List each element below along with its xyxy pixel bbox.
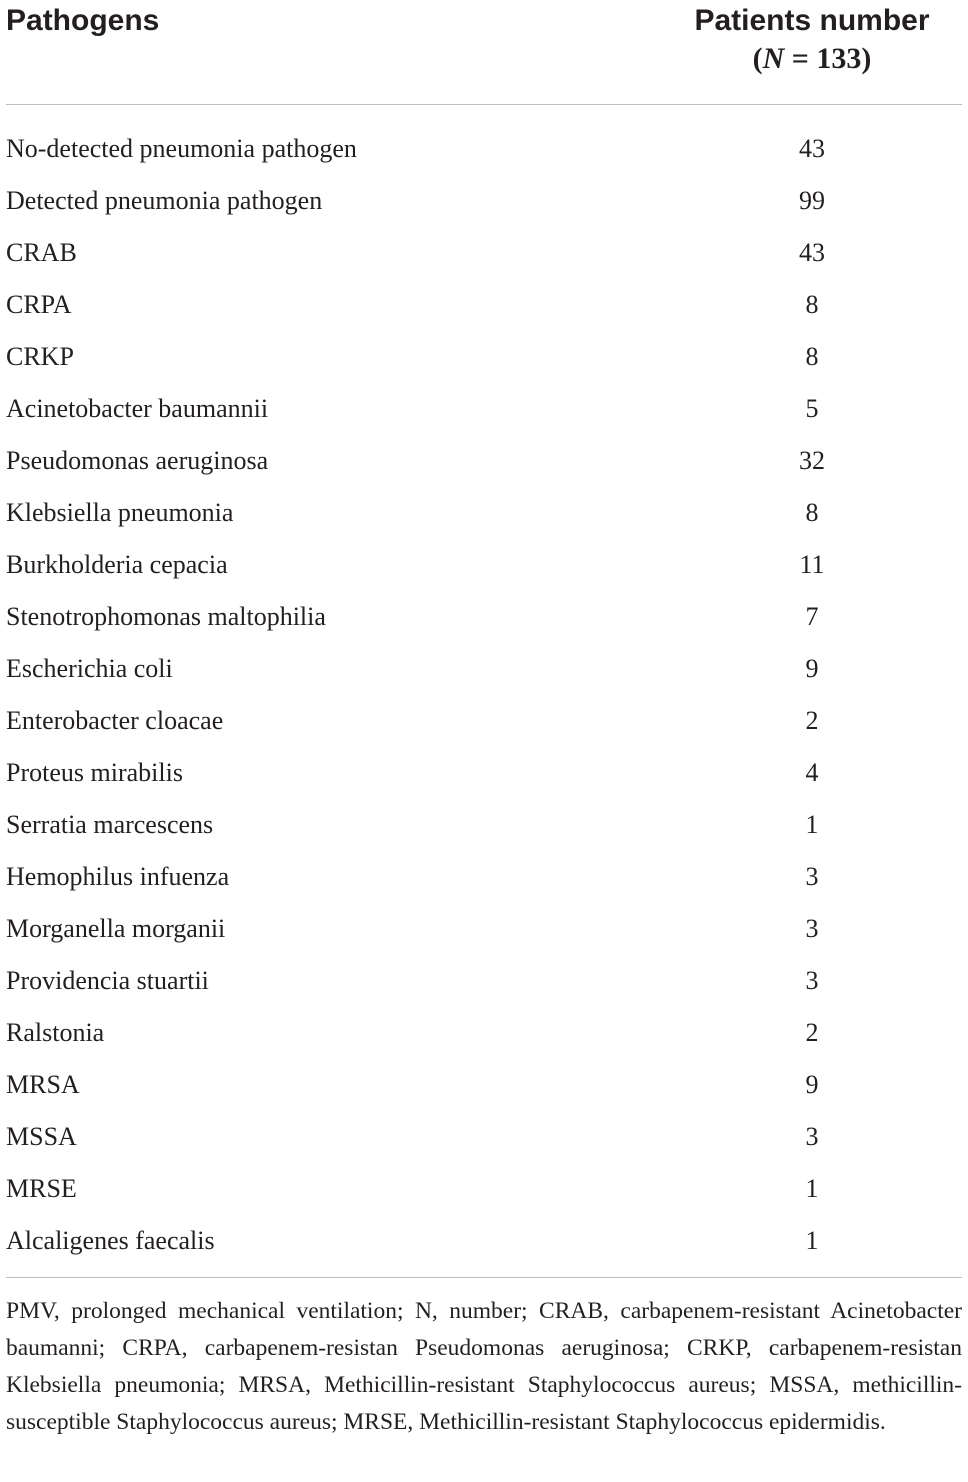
table-row bbox=[6, 1007, 962, 1059]
pathogen-name: No-detected pneumonia pathogen bbox=[6, 134, 357, 163]
pathogen-name: Proteus mirabilis bbox=[6, 758, 183, 787]
table-row bbox=[6, 331, 962, 383]
patient-count: 5 bbox=[805, 394, 819, 423]
table-row bbox=[6, 383, 962, 435]
table-row bbox=[6, 227, 962, 279]
patient-count: 7 bbox=[805, 602, 819, 631]
pathogen-name: Pseudomonas aeruginosa bbox=[6, 446, 269, 475]
pathogen-name: Klebsiella pneumonia bbox=[6, 498, 234, 527]
patient-count: 43 bbox=[799, 238, 825, 267]
pathogen-name: MRSE bbox=[6, 1174, 77, 1203]
table-row bbox=[6, 955, 962, 1007]
table-row bbox=[6, 591, 962, 643]
table-row bbox=[6, 799, 962, 851]
table-row bbox=[6, 695, 962, 747]
table-row bbox=[6, 1163, 962, 1215]
column-header-pathogens: Pathogens bbox=[6, 4, 160, 37]
pathogen-name: MSSA bbox=[6, 1122, 77, 1151]
table-row bbox=[6, 279, 962, 331]
table-bottom-rule bbox=[6, 1277, 962, 1278]
table-row bbox=[6, 1111, 962, 1163]
table-body bbox=[6, 123, 962, 1267]
column-header-patients-number bbox=[672, 2, 952, 78]
table-row bbox=[6, 175, 962, 227]
patient-count: 2 bbox=[805, 1018, 819, 1047]
pathogen-name: Ralstonia bbox=[6, 1018, 105, 1047]
patient-count: 2 bbox=[805, 706, 819, 735]
pathogen-name: Alcaligenes faecalis bbox=[6, 1226, 215, 1255]
table-row bbox=[6, 487, 962, 539]
column-header-patients-number-label: Patients number bbox=[694, 4, 930, 37]
open-paren: ( bbox=[752, 42, 763, 75]
table-row bbox=[6, 851, 962, 903]
patient-count: 3 bbox=[805, 914, 819, 943]
pathogen-name: CRPA bbox=[6, 290, 72, 319]
patient-count: 3 bbox=[805, 1122, 819, 1151]
pathogen-name: Detected pneumonia pathogen bbox=[6, 186, 323, 215]
pathogen-name: Serratia marcescens bbox=[6, 810, 214, 839]
pathogen-name: Morganella morganii bbox=[6, 914, 226, 943]
patient-count: 1 bbox=[805, 810, 819, 839]
patient-count: 43 bbox=[799, 134, 825, 163]
table-row bbox=[6, 539, 962, 591]
pathogen-name: Enterobacter cloacae bbox=[6, 706, 224, 735]
pathogen-name: Burkholderia cepacia bbox=[6, 550, 228, 579]
n-symbol: N bbox=[762, 42, 785, 75]
pathogen-name: Escherichia coli bbox=[6, 654, 173, 683]
patient-count: 32 bbox=[799, 446, 825, 475]
table-row bbox=[6, 643, 962, 695]
patient-count: 8 bbox=[805, 290, 819, 319]
table-row bbox=[6, 903, 962, 955]
pathogen-name: MRSA bbox=[6, 1070, 80, 1099]
pathogen-name: CRKP bbox=[6, 342, 74, 371]
patient-count: 99 bbox=[799, 186, 825, 215]
pathogen-name: Acinetobacter baumannii bbox=[6, 394, 269, 423]
column-header-sample-size bbox=[672, 40, 952, 78]
patient-count: 8 bbox=[805, 498, 819, 527]
patient-count: 1 bbox=[805, 1174, 819, 1203]
pathogen-name: Stenotrophomonas maltophilia bbox=[6, 602, 326, 631]
table-row bbox=[6, 1215, 962, 1267]
patient-count: 3 bbox=[805, 862, 819, 891]
table-row bbox=[6, 435, 962, 487]
patient-count: 11 bbox=[799, 550, 825, 579]
pathogen-name: Providencia stuartii bbox=[6, 966, 209, 995]
pathogen-name: CRAB bbox=[6, 238, 77, 267]
pathogen-table bbox=[6, 0, 962, 1435]
patient-count: 8 bbox=[805, 342, 819, 371]
table-row bbox=[6, 1059, 962, 1111]
table-row bbox=[6, 747, 962, 799]
patient-count: 9 bbox=[805, 1070, 819, 1099]
patient-count: 3 bbox=[805, 966, 819, 995]
patient-count: 1 bbox=[805, 1226, 819, 1255]
n-value: = 133) bbox=[784, 42, 872, 75]
table-row bbox=[6, 123, 962, 175]
patient-count: 4 bbox=[805, 758, 819, 787]
table-footnote: PMV, prolonged mechanical ventilation; N, number; CRAB, carbapenem-resistant Acinetobacter baumanni; CRPA, carbapenem-resistan Pseudomonas aeruginosa; CRKP, carbapenem-resistan Klebsiella pneumonia; MRSA, Methicillin-resistant Staphylococcus aureus; MSSA, methicillin-susceptible Staphylococcus aureus; MRSE, Methicillin-resistant Staphylococcus epidermidis. bbox=[6, 1298, 962, 1435]
table-header bbox=[6, 0, 962, 105]
patient-count: 9 bbox=[805, 654, 819, 683]
pathogen-name: Hemophilus infuenza bbox=[6, 862, 230, 891]
